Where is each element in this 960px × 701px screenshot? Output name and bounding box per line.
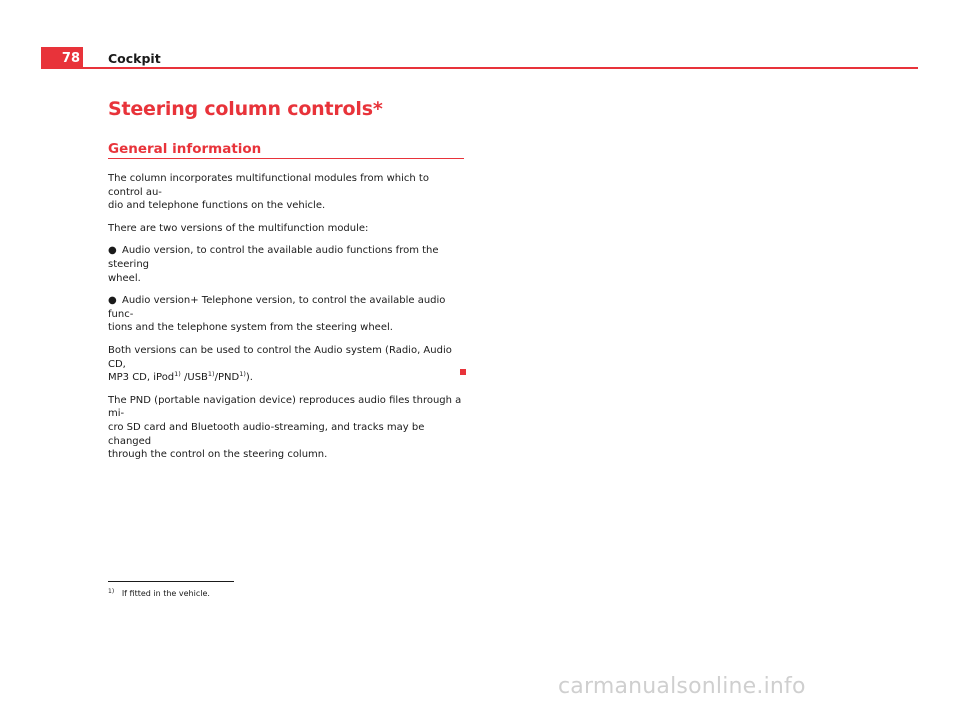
paragraph-audio-system: Both versions can be used to control the Audio system (Radio, Audio CD, MP3 CD, iPod$^{1)}$ /USB$^{1)}$/PND$^{1)}$).	[108, 344, 452, 384]
footnote-text: If fitted in the vehicle.	[121, 589, 210, 598]
paragraph-intro: The column incorporates multifunctional modules from which to control au- dio and telephone functions on the vehicle.	[108, 173, 429, 212]
page-number: 78	[41, 47, 83, 69]
page-title: Steering column controls*	[108, 98, 383, 120]
paragraph-versions: There are two versions of the multifunction module:	[108, 222, 369, 234]
section-rule	[108, 158, 464, 159]
footnote-ref[interactable]: 1)	[174, 370, 181, 379]
bullet-icon: ●	[108, 245, 117, 257]
watermark: carmanualsonline.info	[558, 674, 806, 699]
paragraph-pnd: The PND (portable navigation device) reproduces audio files through a mi- cro SD card and Bluetooth audio-streaming, and tracks may be changed through the control on the steering column.	[108, 394, 462, 461]
bullet-item-audio-telephone: ● Audio version+ Telephone version, to control the available audio func- tions and the telephone system from the steering wheel.	[108, 295, 446, 334]
footnote-marker: 1)	[108, 588, 115, 595]
footnote-ref[interactable]: 1)	[239, 370, 246, 379]
bullet-item-audio: ● Audio version, to control the available audio functions from the steering wheel.	[108, 245, 439, 284]
footnote-rule	[108, 581, 234, 582]
footnote-ref[interactable]: 1)	[207, 370, 215, 379]
body-text	[108, 172, 464, 471]
bullet-icon: ●	[108, 295, 117, 307]
section-title: General information	[108, 141, 262, 157]
footnote	[108, 589, 210, 598]
chapter-title: Cockpit	[108, 51, 161, 66]
section-end-marker	[460, 369, 466, 375]
header-rule	[41, 67, 918, 69]
